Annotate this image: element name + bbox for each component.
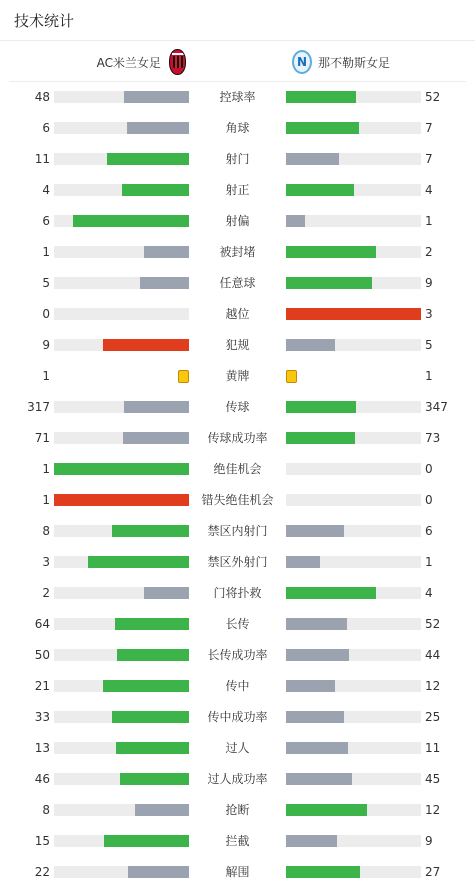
away-bar-track: [286, 804, 421, 816]
home-bar-fill: [88, 556, 189, 568]
away-bar-track: [286, 401, 421, 413]
away-bar-fill: [286, 649, 349, 661]
stat-row: [0, 578, 475, 609]
home-team[interactable]: [97, 49, 186, 75]
stat-row: [0, 175, 475, 206]
stat-row: [0, 702, 475, 733]
home-value: 6: [42, 214, 50, 228]
away-bar-track: [286, 587, 421, 599]
stat-row: [0, 423, 475, 454]
stat-row: [0, 206, 475, 237]
home-bar-fill: [120, 773, 189, 785]
stat-label: 过人成功率: [207, 772, 268, 786]
home-bar-fill: [128, 866, 189, 878]
away-team-name: 那不勒斯女足: [318, 55, 391, 70]
away-bar-track: [286, 308, 421, 320]
stat-row: [0, 826, 475, 857]
stat-row: [0, 237, 475, 268]
away-value: 4: [425, 586, 433, 600]
home-value: 9: [42, 338, 50, 352]
stat-label: 传中成功率: [207, 710, 268, 724]
away-value: 4: [425, 183, 433, 197]
away-value: 0: [425, 493, 433, 507]
home-bar-track: [54, 122, 189, 134]
stat-label: 错失绝佳机会: [201, 493, 274, 507]
away-bar-track: [286, 711, 421, 723]
home-value: 2: [42, 586, 50, 600]
away-bar-fill: [286, 680, 335, 692]
home-bar-fill: [144, 587, 189, 599]
stat-row: [0, 516, 475, 547]
home-value: 33: [34, 710, 50, 724]
home-bar-fill: [117, 649, 189, 661]
yellow-card-icon: [178, 370, 189, 383]
away-bar-fill: [286, 246, 376, 258]
away-bar-fill: [286, 339, 335, 351]
away-bar-track: [286, 866, 421, 878]
home-bar-fill: [112, 525, 189, 537]
home-bar-track: [54, 184, 189, 196]
home-bar-track: [54, 618, 189, 630]
home-bar-track: [54, 401, 189, 413]
away-bar-fill: [286, 618, 347, 630]
ac-milan-crest-icon: [169, 49, 186, 75]
page-title: 技术统计: [14, 12, 75, 30]
home-bar-track: [54, 804, 189, 816]
away-bar-track: [286, 153, 421, 165]
home-value: 1: [42, 493, 50, 507]
away-value: 2: [425, 245, 433, 259]
home-bar-fill: [107, 153, 189, 165]
home-value: 8: [42, 803, 50, 817]
home-value: 8: [42, 524, 50, 538]
away-bar-fill: [286, 308, 421, 320]
home-bar-track: [54, 463, 189, 475]
home-bar-track: [54, 773, 189, 785]
stat-row: [0, 671, 475, 702]
away-bar-fill: [286, 525, 344, 537]
away-bar-fill: [286, 122, 359, 134]
stat-row: [0, 857, 475, 888]
home-value: 3: [42, 555, 50, 569]
away-bar-fill: [286, 277, 372, 289]
away-value: 73: [425, 431, 441, 445]
stat-row: [0, 299, 475, 330]
stat-label: 拦截: [225, 834, 250, 848]
stat-label: 角球: [225, 121, 250, 135]
home-bar-fill: [103, 680, 189, 692]
away-value: 25: [425, 710, 441, 724]
home-bar-track: [54, 494, 189, 506]
away-bar-fill: [286, 711, 344, 723]
home-bar-track: [54, 556, 189, 568]
home-bar-track: [54, 246, 189, 258]
home-bar-track: [54, 866, 189, 878]
home-value: 1: [42, 462, 50, 476]
stat-row: [0, 144, 475, 175]
home-value: 13: [34, 741, 50, 755]
page-header: [0, 0, 475, 41]
away-value: 9: [425, 834, 433, 848]
yellow-card-icon: [286, 370, 297, 383]
home-bar-track: [54, 308, 189, 320]
away-value: 7: [425, 121, 433, 135]
home-value: 4: [42, 183, 50, 197]
home-value: 1: [42, 245, 50, 259]
home-value: 46: [34, 772, 50, 786]
stat-row: [0, 454, 475, 485]
home-value: 6: [42, 121, 50, 135]
home-value: 15: [34, 834, 50, 848]
stat-label: 解围: [225, 865, 250, 879]
away-bar-track: [286, 463, 421, 475]
away-bar-track: [286, 835, 421, 847]
stats-list: [0, 82, 475, 888]
away-value: 1: [425, 214, 433, 228]
stat-label: 传球成功率: [207, 431, 268, 445]
stat-row: [0, 733, 475, 764]
away-team[interactable]: [292, 49, 390, 75]
stat-label: 绝佳机会: [213, 462, 262, 476]
home-bar-fill: [103, 339, 189, 351]
away-value: 0: [425, 462, 433, 476]
home-bar-fill: [122, 184, 190, 196]
stat-row: [0, 609, 475, 640]
home-bar-fill: [116, 742, 189, 754]
stat-label: 禁区内射门: [207, 524, 268, 538]
stat-label: 门将扑救: [213, 586, 262, 600]
home-bar-track: [54, 711, 189, 723]
home-bar-fill: [124, 401, 189, 413]
away-bar-track: [286, 184, 421, 196]
away-bar-track: [286, 339, 421, 351]
away-bar-track: [286, 618, 421, 630]
away-value: 52: [425, 617, 441, 631]
home-bar-fill: [54, 463, 189, 475]
home-value: 1: [42, 369, 50, 383]
stat-label: 控球率: [219, 90, 256, 104]
away-bar-track: [286, 246, 421, 258]
home-bar-fill: [104, 835, 189, 847]
away-bar-track: [286, 432, 421, 444]
stat-label: 传球: [225, 400, 250, 414]
stat-label: 黄牌: [225, 369, 250, 383]
away-bar-track: [286, 494, 421, 506]
stat-label: 任意球: [219, 276, 256, 290]
stat-row: [0, 330, 475, 361]
stat-label: 长传: [225, 617, 250, 631]
away-value: 27: [425, 865, 441, 879]
away-value: 5: [425, 338, 433, 352]
stat-label: 长传成功率: [207, 648, 268, 662]
home-bar-track: [54, 277, 189, 289]
home-bar-track: [54, 525, 189, 537]
home-bar-fill: [123, 432, 189, 444]
stat-row: [0, 764, 475, 795]
away-bar-fill: [286, 804, 367, 816]
away-value: 12: [425, 679, 441, 693]
home-bar-track: [54, 587, 189, 599]
away-bar-track: [286, 525, 421, 537]
home-team-name: AC米兰女足: [96, 55, 161, 70]
away-bar-track: [286, 556, 421, 568]
home-value: 11: [34, 152, 50, 166]
stat-row: [0, 361, 475, 392]
home-value: 50: [34, 648, 50, 662]
stat-label: 越位: [225, 307, 250, 321]
away-value: 44: [425, 648, 441, 662]
home-bar-fill: [127, 122, 189, 134]
away-value: 1: [425, 369, 433, 383]
home-bar-track: [54, 835, 189, 847]
stat-row: [0, 485, 475, 516]
stat-label: 被封堵: [219, 245, 256, 259]
stat-label: 射正: [225, 183, 250, 197]
home-bar-track: [54, 339, 189, 351]
away-bar-track: [286, 680, 421, 692]
stat-label: 禁区外射门: [207, 555, 268, 569]
stat-row: [0, 82, 475, 113]
home-value: 48: [34, 90, 50, 104]
away-bar-fill: [286, 184, 354, 196]
home-bar-track: [54, 432, 189, 444]
away-bar-fill: [286, 401, 356, 413]
home-bar-fill: [112, 711, 189, 723]
away-bar-fill: [286, 215, 305, 227]
away-value: 9: [425, 276, 433, 290]
away-value: 1: [425, 555, 433, 569]
teams-header: [9, 41, 466, 82]
stat-row: [0, 392, 475, 423]
stat-label: 射门: [225, 152, 250, 166]
home-bar-fill: [140, 277, 189, 289]
away-bar-track: [286, 773, 421, 785]
home-bar-fill: [54, 494, 189, 506]
home-bar-fill: [115, 618, 189, 630]
home-bar-fill: [73, 215, 189, 227]
home-value: 5: [42, 276, 50, 290]
stat-row: [0, 795, 475, 826]
home-bar-fill: [124, 91, 189, 103]
home-value: 64: [34, 617, 50, 631]
away-bar-fill: [286, 835, 337, 847]
napoli-crest-icon: N: [292, 50, 312, 74]
stat-label: 射偏: [225, 214, 250, 228]
stat-label: 犯规: [225, 338, 250, 352]
away-bar-fill: [286, 742, 348, 754]
away-bar-track: [286, 742, 421, 754]
stat-row: [0, 547, 475, 578]
home-bar-fill: [135, 804, 189, 816]
stat-row: [0, 113, 475, 144]
away-value: 52: [425, 90, 441, 104]
away-bar-fill: [286, 91, 356, 103]
stat-row: [0, 640, 475, 671]
home-value: 22: [34, 865, 50, 879]
away-bar-fill: [286, 773, 352, 785]
away-bar-fill: [286, 866, 360, 878]
home-value: 0: [42, 307, 50, 321]
stat-label: 抢断: [225, 803, 250, 817]
home-value: 317: [27, 400, 50, 414]
away-bar-track: [286, 122, 421, 134]
away-value: 45: [425, 772, 441, 786]
stat-label: 传中: [225, 679, 250, 693]
away-bar-fill: [286, 432, 355, 444]
away-bar-track: [286, 215, 421, 227]
home-bar-fill: [144, 246, 189, 258]
home-bar-track: [54, 742, 189, 754]
away-bar-track: [286, 91, 421, 103]
home-bar-track: [54, 680, 189, 692]
away-value: 3: [425, 307, 433, 321]
away-bar-fill: [286, 587, 376, 599]
away-value: 347: [425, 400, 448, 414]
away-bar-track: [286, 277, 421, 289]
away-bar-fill: [286, 153, 339, 165]
home-bar-track: [54, 215, 189, 227]
home-bar-track: [54, 649, 189, 661]
away-value: 6: [425, 524, 433, 538]
away-value: 12: [425, 803, 441, 817]
stat-label: 过人: [225, 741, 250, 755]
home-value: 71: [34, 431, 50, 445]
home-value: 21: [34, 679, 50, 693]
home-bar-track: [54, 91, 189, 103]
away-bar-fill: [286, 556, 320, 568]
home-bar-track: [54, 153, 189, 165]
stat-row: [0, 268, 475, 299]
away-bar-track: [286, 649, 421, 661]
away-value: 7: [425, 152, 433, 166]
away-value: 11: [425, 741, 441, 755]
